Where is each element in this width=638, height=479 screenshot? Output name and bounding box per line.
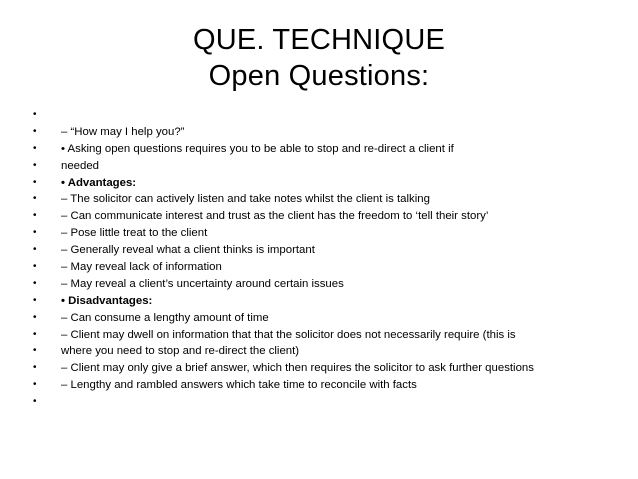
- bullet-item: [0, 158, 638, 175]
- bullet-item: [0, 276, 638, 293]
- bullet-dot: •: [33, 176, 37, 188]
- title-line-1: QUE. TECHNIQUE: [192, 24, 446, 56]
- bullet-item: [0, 191, 638, 208]
- slide-title: [0, 22, 638, 94]
- bullet-dot: •: [33, 277, 37, 289]
- bullet-item: [0, 343, 638, 360]
- bullet-text: – The solicitor can actively listen and take notes whilst the client is talking: [61, 193, 430, 206]
- bullet-dot: •: [33, 227, 37, 239]
- bullet-dot: •: [33, 311, 37, 323]
- bullet-item-advantages: [0, 175, 638, 192]
- bullet-item: [0, 124, 638, 141]
- bullet-text: – Generally reveal what a client thinks is important: [61, 244, 315, 257]
- bullet-dot: •: [33, 328, 37, 340]
- bullet-heading-disadvantages: • Disadvantages:: [61, 294, 153, 307]
- bullet-dot: •: [33, 294, 37, 306]
- bullet-item: [0, 259, 638, 276]
- bullet-item-disadvantages: [0, 293, 638, 310]
- bullet-dot: •: [33, 261, 37, 273]
- bullet-item: [0, 225, 638, 242]
- bullet-item: [0, 310, 638, 327]
- bullet-dot: •: [33, 125, 37, 137]
- title-line-2: Open Questions:: [208, 60, 430, 92]
- bullet-dot: •: [33, 210, 37, 222]
- bullet-dot: •: [33, 159, 37, 171]
- bullet-item: [0, 360, 638, 377]
- bullet-text: – Can consume a lengthy amount of time: [61, 311, 269, 324]
- bullet-dot: •: [33, 109, 37, 120]
- bullet-item: [0, 141, 638, 158]
- bullet-text: needed: [61, 159, 100, 172]
- bullet-dot: •: [33, 379, 37, 391]
- bullet-item: [0, 107, 638, 124]
- bullet-text: – Client may only give a brief answer, which then requires the solicitor to ask further questions: [61, 362, 534, 375]
- bullet-text: where you need to stop and re-direct the client): [61, 345, 300, 358]
- bullet-dot: •: [33, 396, 37, 408]
- bullet-item: [0, 377, 638, 394]
- bullet-item: [0, 242, 638, 259]
- bullet-text: – Lengthy and rambled answers which take time to reconcile with facts: [61, 379, 417, 392]
- bullet-dot: •: [33, 142, 37, 154]
- bullet-item: [0, 394, 638, 411]
- bullet-text: – “How may I help you?”: [61, 125, 185, 138]
- bullet-text: – Client may dwell on information that that the solicitor does not necessarily require (this is: [61, 328, 516, 341]
- bullet-dot: •: [33, 244, 37, 256]
- bullet-text: – May reveal lack of information: [61, 261, 222, 274]
- bullet-dot: •: [33, 362, 37, 374]
- bullet-item: [0, 327, 638, 344]
- bullet-text: – Pose little treat to the client: [61, 227, 208, 240]
- bullet-text: – Can communicate interest and trust as the client has the freedom to ‘tell their story’: [61, 210, 489, 223]
- bullet-text: • Asking open questions requires you to be able to stop and re-direct a client if: [61, 142, 454, 155]
- bullet-list: [0, 107, 638, 411]
- bullet-text: – May reveal a client’s uncertainty around certain issues: [61, 277, 344, 290]
- bullet-dot: •: [33, 193, 37, 205]
- bullet-heading-advantages: • Advantages:: [61, 176, 137, 189]
- bullet-item: [0, 208, 638, 225]
- bullet-dot: •: [33, 345, 37, 357]
